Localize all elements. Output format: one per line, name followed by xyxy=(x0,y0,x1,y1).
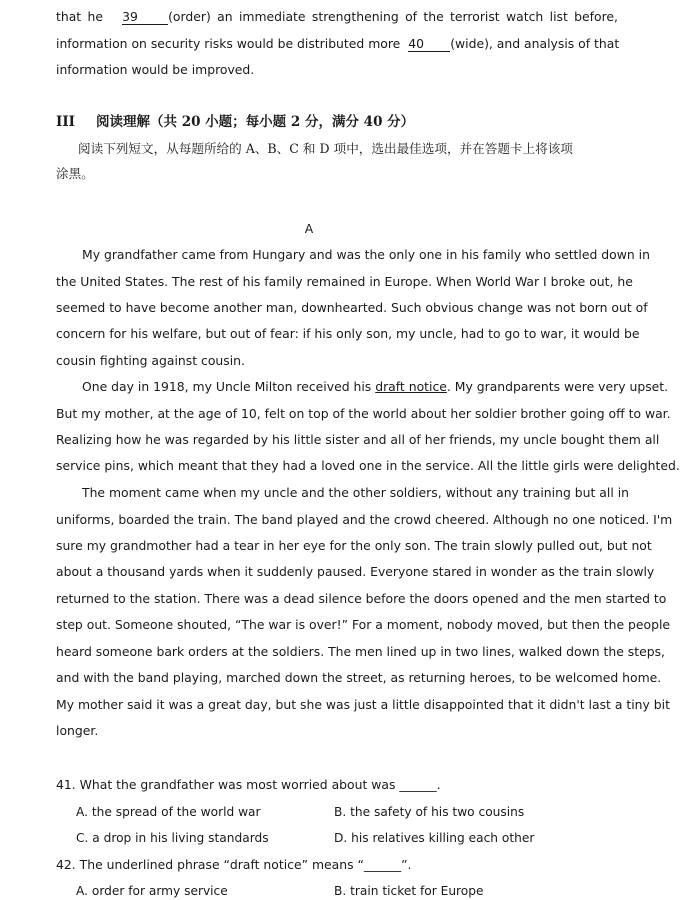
paragraph-1-line: concern for his welfare, but out of fear: if his only son, my uncle, had to go to war, it would be xyxy=(56,326,640,341)
cloze-text: (order) an immediate strengthening of the terrorist watch list before, xyxy=(168,9,618,24)
draft-notice-phrase: draft notice xyxy=(375,379,447,394)
question-41-stem: 41. What the grandfather was most worried about was ______. xyxy=(56,777,441,792)
question-41-option-c[interactable]: C. a drop in his living standards xyxy=(76,831,269,845)
section-heading xyxy=(56,112,414,132)
section-title: 阅读理解（共 20 小题；每小题 2 分，满分 40 分） xyxy=(96,114,415,130)
cloze-text: (wide), and analysis of that xyxy=(450,36,620,51)
paragraph-1-line: the United States. The rest of his family remained in Europe. When World War I broke out, he xyxy=(56,274,633,289)
cloze-line-3: information would be improved. xyxy=(56,62,255,77)
paragraph-3-line: longer. xyxy=(56,723,99,738)
question-42-stem: 42. The underlined phrase “draft notice” means “______”. xyxy=(56,857,412,872)
paragraph-3-line: uniforms, boarded the train. The band played and the crowd cheered. Although no one noticed. I'm xyxy=(56,512,673,527)
cloze-line-1 xyxy=(56,8,618,26)
paragraph-3-line: sure my grandmother had a tear in her eye for the only son. The train slowly pulled out, but not xyxy=(56,538,652,553)
paragraph-2-line: But my mother, at the age of 10, felt on top of the world about her soldier brother going off to war. xyxy=(56,406,671,421)
paragraph-2-line: service pins, which meant that they had a loved one in the service. All the little girls were delighted. xyxy=(56,458,680,473)
question-42-option-b[interactable]: B. train ticket for Europe xyxy=(334,884,484,898)
paragraph-2-line xyxy=(82,378,669,396)
paragraph-2-line: Realizing how he was regarded by his little sister and all of her friends, my uncle bought them all xyxy=(56,432,660,447)
paragraph-3-line: about a thousand yards when it suddenly paused. Everyone stared in wonder as the train slowly xyxy=(56,564,655,579)
cloze-text: that he xyxy=(56,9,103,24)
blank-40: 40 xyxy=(408,36,450,52)
paragraph-3-line: My mother said it was a great day, but she was just a little disappointed that it didn't last a tiny bit xyxy=(56,697,670,712)
paragraph-1-line: My grandfather came from Hungary and was the only one in his family who settled down in xyxy=(82,247,650,262)
section-instruction-1: 阅读下列短文，从每题所给的 A、B、C 和 D 项中，选出最佳选项，并在答题卡上将该项 xyxy=(78,141,573,156)
paragraph-text: One day in 1918, my Uncle Milton received his xyxy=(82,379,372,394)
question-41-option-b[interactable]: B. the safety of his two cousins xyxy=(334,805,525,819)
cloze-text: information on security risks would be distributed more xyxy=(56,36,401,51)
paragraph-1-line: seemed to have become another man, downhearted. Such obvious change was not born out of xyxy=(56,300,648,315)
question-41-option-a[interactable]: A. the spread of the world war xyxy=(76,805,261,819)
paragraph-1-line: cousin fighting against cousin. xyxy=(56,353,245,368)
paragraph-text: . My grandparents were very upset. xyxy=(446,379,669,394)
section-number: III xyxy=(56,114,75,130)
paragraph-3-line: The moment came when my uncle and the other soldiers, without any training but all in xyxy=(82,485,629,500)
paragraph-3-line: heard someone bark orders at the soldiers. The men lined up in two lines, walked down the steps, xyxy=(56,644,665,659)
paragraph-3-line: step out. Someone shouted, “The war is over!” For a moment, nobody moved, but then the people xyxy=(56,617,671,632)
passage-label: A xyxy=(304,221,314,236)
question-41-option-d[interactable]: D. his relatives killing each other xyxy=(334,831,535,845)
cloze-line-2 xyxy=(56,35,618,53)
section-instruction-2: 涂黑。 xyxy=(56,166,94,181)
paragraph-3-line: and with the band playing, marched down the street, as returning heroes, to be welcomed home. xyxy=(56,670,662,685)
paragraph-3-line: returned to the station. There was a dead silence before the doors opened and the men started to xyxy=(56,591,667,606)
blank-39: 39 xyxy=(122,9,168,25)
question-42-option-a[interactable]: A. order for army service xyxy=(76,884,228,898)
